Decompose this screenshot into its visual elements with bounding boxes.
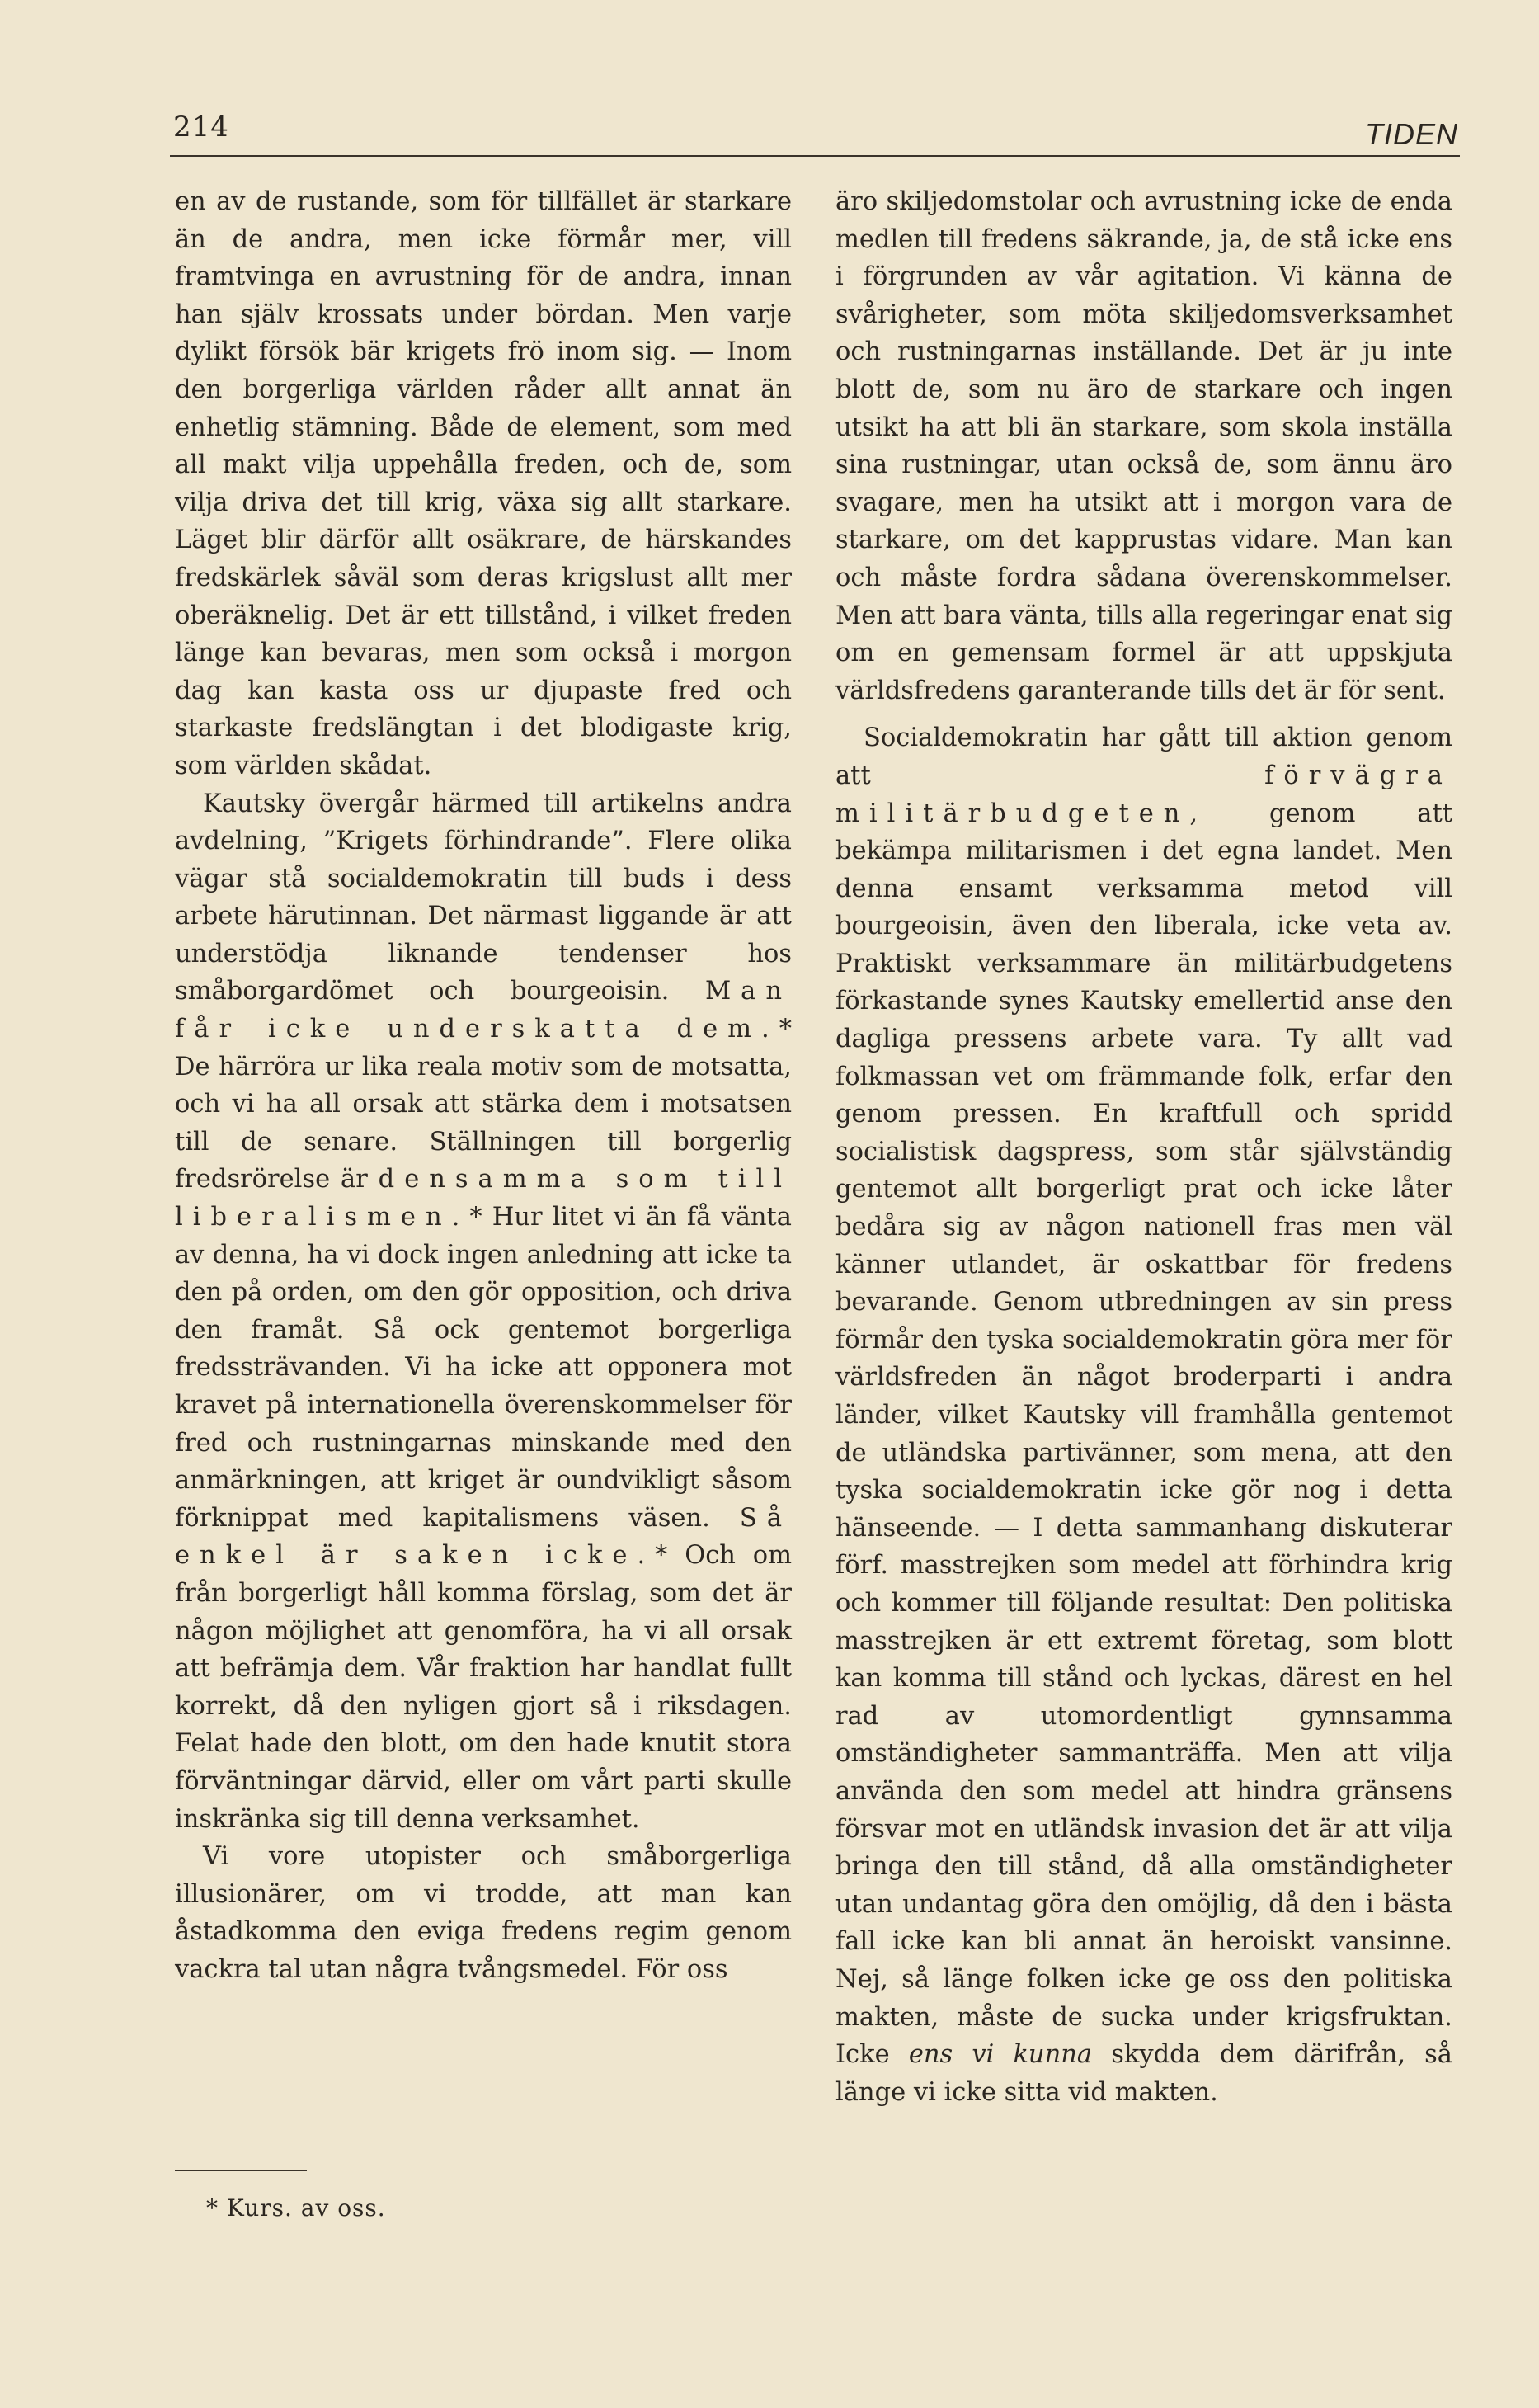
footnote: * Kurs. av oss. <box>206 2194 386 2222</box>
text-run: Vi vore utopister och småborgerliga illusionärer, om vi trodde, att man kan åstadkomma den eviga fredens regim genom vackra tal utan några tvångsmedel. För oss <box>175 1842 792 1984</box>
paragraph-gap <box>835 709 1452 719</box>
paragraph <box>835 719 1452 2111</box>
right-column <box>835 183 1452 2111</box>
page-number: 214 <box>173 111 229 144</box>
text-run: äro skiljedomstolar och avrustning icke de enda medlen till fredens säkrande, ja, de stå icke ens i förgrunden av vår agitation. Vi känna de svårigheter, som möta skiljedomsverksamhet och rustningarnas inställande. Det är ju inte blott de, som nu äro de starkare och ingen utsikt ha att bli än starkare, som skola inställa sina rustningar, utan också de, som ännu äro svagare, men ha utsikt att i morgon vara de starkare, om det kapprustas vidare. Man kan och måste fordra sådana överenskommelser. Men att bara vänta, tills alla regeringar enat sig om en gemensam formel är att uppskjuta världsfredens garanterande tills det är för sent. <box>835 187 1452 705</box>
emphasis-spaced: förvägra militärbudgeten, <box>835 761 1452 828</box>
text-run: genom att bekämpa militarismen i det egna landet. Men denna ensamt verksamma metod vill bourgeoisin, även den liberala, icke veta av. Praktiskt verksammare än militärbudgetens förkastande synes Kautsky emellertid anse den dagliga pressens arbete vara. Ty allt vad folkmassan vet om främmande folk, erfar den genom pressen. En kraftfull och spridd socialistisk dagspress, som står självständig gentemot allt borgerligt prat och icke låter bedåra sig av någon nationell fras men väl känner utlandet, är oskattbar för fredens bevarande. Genom utbredningen av sin press förmår den tyska socialdemokratin göra mer för världsfreden än något broderparti i andra länder, vilket Kautsky vill framhålla gentemot de utländska partivänner, som mena, att den tyska socialdemokratin icke gör nog i detta hänseende. — I detta sammanhang diskuterar förf. masstrejken som medel att förhindra krig och kommer till följande resultat: Den politiska masstrejken är ett extremt företag, som blott kan komma till stånd och lyckas, därest en hel rad av utomordentligt gynnsamma omständigheter sammanträffa. Men att vilja använda den som medel att hindra gränsens försvar mot en utländsk invasion det är att vilja bringa den till stånd, då alla omständigheter utan undantag göra den omöjlig, då den i bästa fall icke kan bli annat än heroiskt vansinne. Nej, så länge folken icke ge oss den politiska makten, måste de sucka under krigsfruktan. Icke <box>835 799 1452 2070</box>
emphasis-spaced: Så enkel är saken icke. <box>175 1503 792 1571</box>
text-run: * Hur litet vi än få vänta av denna, ha vi dock ingen anledning att icke ta den på orden, om den gör opposition, och driva den framåt. Så ock gentemot borgerliga fredssträvanden. Vi ha icke att opponera mot kravet på internationella överenskommelser för fred och rustningarnas minskande med den anmärkningen, att kriget är oundvikligt såsom förknippat med kapitalismens väsen. <box>175 1203 792 1533</box>
text-run: Kautsky övergår härmed till artikelns andra avdelning, ”Krigets förhindrande”. Flere olika vägar stå socialdemokratin till buds i dess arbete härutinnan. Det närmast liggande är att understödja liknande tendenser hos småborgardömet och bourgeoisin. <box>175 789 792 1006</box>
text-run: * De härröra ur lika reala motiv som de motsatta, och vi ha all orsak att stärka dem i motsatsen till de senare. Ställningen till borgerlig fredsrörelse är <box>175 1015 792 1195</box>
header-rule <box>170 155 1460 157</box>
text-run: Socialdemokratin har gått till aktion genom att <box>835 723 1452 790</box>
emphasis-italic: ens vi kunna <box>908 2040 1093 2070</box>
text-run: * Och om från borgerligt håll komma förslag, som det är någon möjlighet att genomföra, ha vi all orsak att befrämja dem. Vår fraktion har handlat fullt korrekt, då den nyligen gjort så i riksdagen. Felat hade den blott, om den hade knutit stora förväntningar därvid, eller om vårt parti skulle inskränka sig till denna verksamhet. <box>175 1541 793 1834</box>
footnote-rule <box>175 2170 307 2171</box>
emphasis-spaced: Man får icke underskatta dem. <box>175 977 792 1044</box>
paragraph <box>175 785 792 1839</box>
paragraph <box>175 183 792 785</box>
text-run: skydda dem därifrån, så länge vi icke sitta vid makten. <box>835 2040 1452 2107</box>
paragraph <box>835 183 1452 709</box>
paragraph <box>175 1838 792 1988</box>
emphasis-spaced: densamma som till liberalismen. <box>175 1165 792 1232</box>
left-column <box>175 183 792 1989</box>
journal-title: TIDEN <box>1365 117 1458 151</box>
text-run: en av de rustande, som för tillfället är starkare än de andra, men icke förmår mer, vill framtvinga en avrustning för de andra, innan han själv krossats under bördan. Men varje dylikt försök bär krigets frö inom sig. — Inom den borgerliga världen råder allt annat än enhetlig stämning. Både de element, som med all makt vilja uppehålla freden, och de, som vilja driva det till krig, växa sig allt starkare. Läget blir därför allt osäkrare, de härskandes fredskärlek såväl som deras krigslust allt mer oberäknelig. Det är ett tillstånd, i vilket freden länge kan bevaras, men som också i morgon dag kan kasta oss ur djupaste fred och starkaste fredslängtan i det blodigaste krig, som världen skådat. <box>175 187 792 780</box>
